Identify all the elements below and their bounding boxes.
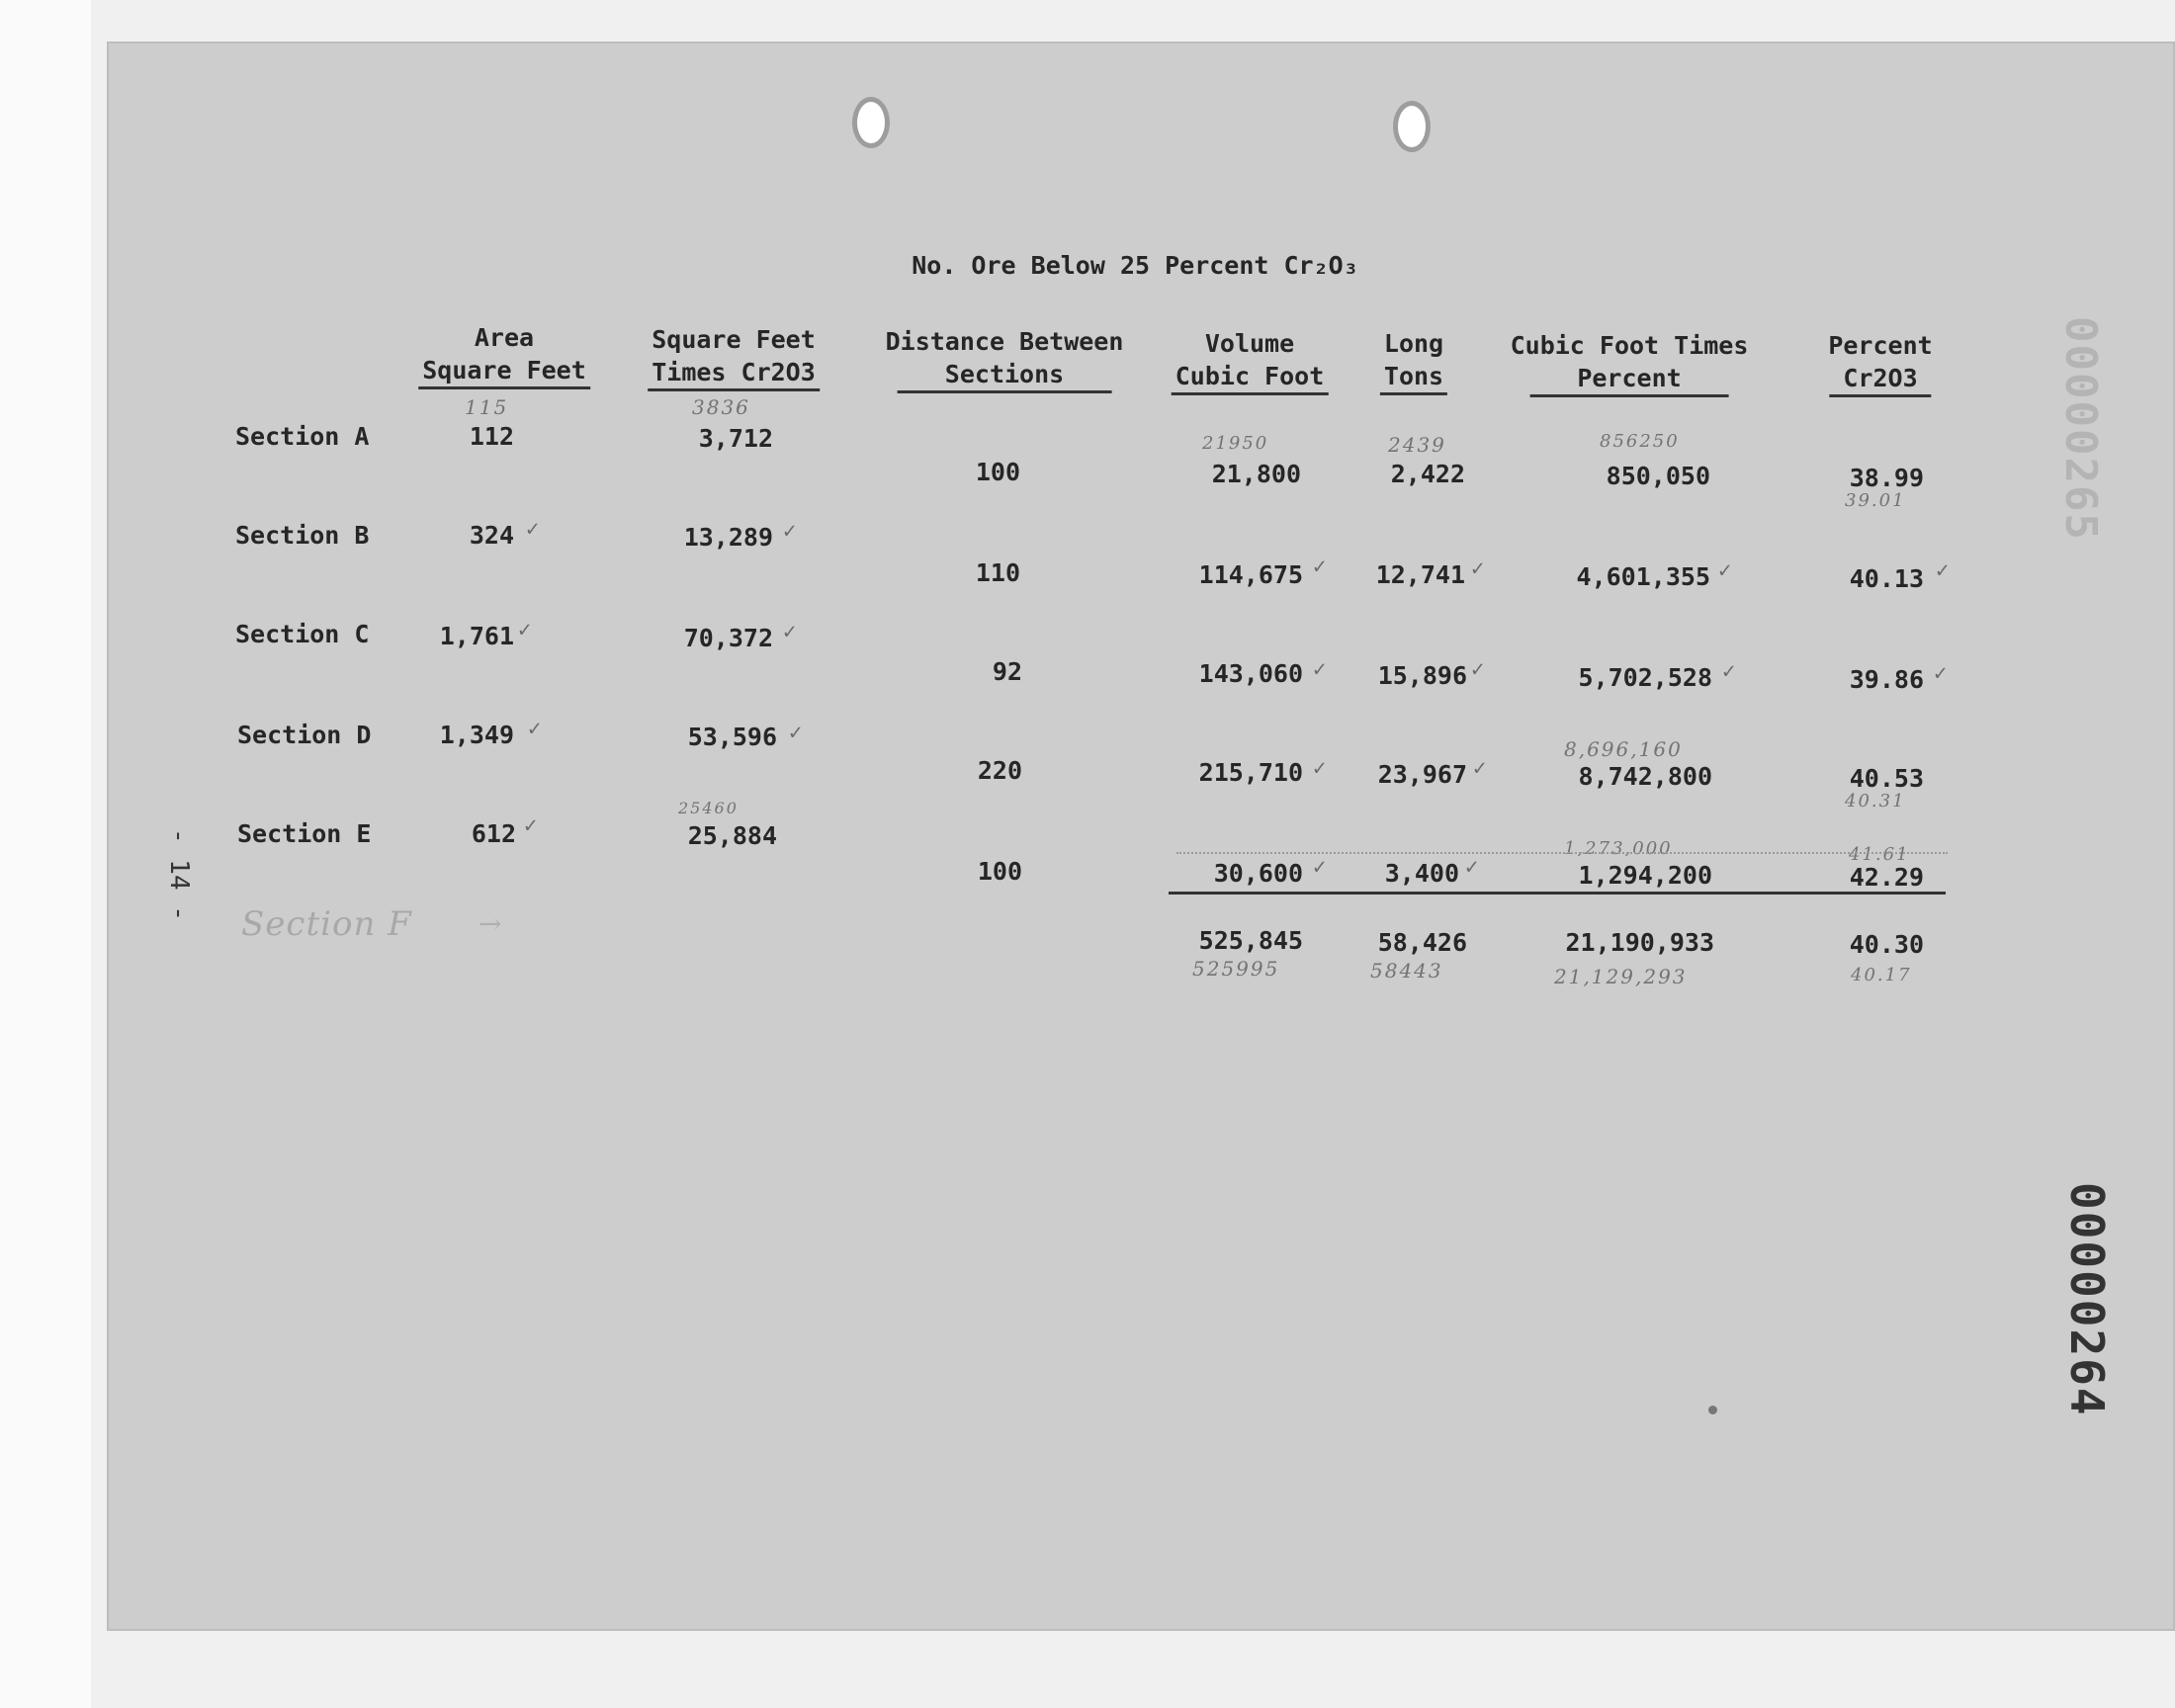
area-value: 324: [469, 521, 514, 550]
handwritten-correction: 525995: [1192, 957, 1280, 981]
check-mark: ✓: [789, 721, 803, 745]
page-title: No. Ore Below 25 Percent Cr₂O₃: [912, 251, 1358, 280]
area-value: 1,761: [439, 622, 514, 650]
area-value: 612: [471, 819, 516, 848]
check-mark: ✓: [1934, 661, 1948, 686]
handwritten-correction: 25460: [678, 799, 739, 817]
handwritten-correction: 41.61: [1849, 844, 1910, 865]
check-mark: ✓: [1313, 657, 1327, 682]
percent-value: 40.53: [1849, 764, 1924, 793]
cuft-value: 4,601,355: [1576, 562, 1710, 591]
area-value: 112: [469, 422, 514, 451]
check-mark: ✓: [1936, 558, 1950, 583]
tons-value: 12,741: [1375, 560, 1465, 589]
handwritten-correction: 58443: [1370, 959, 1443, 982]
distance-value: 100: [977, 857, 1022, 886]
tons-value: 15,896: [1377, 661, 1467, 690]
cuft-value: 850,050: [1606, 462, 1710, 490]
percent-value: 38.99: [1849, 464, 1924, 492]
check-mark: ✓: [1718, 558, 1732, 583]
distance-value: 92: [992, 657, 1022, 686]
handwritten-correction: 39.01: [1845, 490, 1906, 511]
faint-stamp-number: 00000265: [2055, 316, 2106, 542]
area-value: 1,349: [439, 721, 514, 749]
speck: [1708, 1406, 1717, 1414]
volume-value: 215,710: [1198, 758, 1303, 787]
section-label: Section C: [235, 620, 370, 648]
page-number: - 14 -: [164, 828, 194, 921]
header-area: Area Square Feet: [418, 321, 590, 389]
volume-value: 143,060: [1198, 659, 1303, 688]
handwritten-correction: 40.17: [1851, 965, 1912, 985]
totals-rule: [1169, 892, 1946, 895]
distance-value: 100: [975, 458, 1020, 486]
sqft-value: 70,372: [683, 624, 773, 652]
check-mark: ✓: [518, 618, 532, 642]
section-label: Section E: [237, 819, 372, 848]
check-mark: ✓: [1465, 855, 1479, 880]
header-tons: Long Tons: [1380, 327, 1447, 395]
handwritten-correction: 40.31: [1845, 791, 1906, 811]
volume-value: 30,600: [1213, 859, 1303, 888]
cuft-value: 1,294,200: [1578, 861, 1712, 890]
header-sqft-cr: Square Feet Times Cr2O3: [648, 323, 820, 391]
check-mark: ✓: [1313, 756, 1327, 781]
handwritten-arrow: →: [478, 907, 504, 940]
handwritten-correction: 8,696,160: [1564, 737, 1683, 761]
total-percent: 40.30: [1849, 930, 1924, 959]
handwritten-correction: 21950: [1202, 433, 1269, 454]
volume-value: 114,675: [1198, 560, 1303, 589]
document-page: [107, 42, 2175, 1631]
check-mark: ✓: [1471, 657, 1485, 682]
check-mark: ✓: [526, 517, 540, 542]
section-label: Section A: [235, 422, 370, 451]
cuft-value: 5,702,528: [1578, 663, 1712, 692]
percent-value: 40.13: [1849, 564, 1924, 593]
header-distance: Distance Between Sections: [886, 325, 1124, 393]
distance-value: 110: [975, 558, 1020, 587]
percent-value: 39.86: [1849, 665, 1924, 694]
handwritten-correction: 3836: [692, 395, 750, 419]
check-mark: ✓: [528, 717, 542, 741]
punch-hole: [852, 97, 890, 148]
check-mark: ✓: [783, 519, 797, 544]
section-label: Section B: [235, 521, 370, 550]
tons-value: 3,400: [1384, 859, 1459, 888]
percent-value: 42.29: [1849, 863, 1924, 892]
tons-value: 23,967: [1377, 760, 1467, 789]
check-mark: ✓: [524, 813, 538, 838]
sqft-value: 25,884: [687, 821, 777, 850]
punch-hole: [1393, 101, 1431, 152]
handwritten-correction: 2439: [1388, 433, 1446, 457]
total-cuft: 21,190,933: [1565, 928, 1714, 957]
handwritten-correction: 1,273,000: [1564, 838, 1673, 859]
scanner-margin: [0, 0, 91, 1708]
check-mark: ✓: [1722, 659, 1736, 684]
stamp-number: 00000264: [2060, 1182, 2114, 1417]
handwritten-correction: 115: [465, 395, 509, 419]
header-percent: Percent Cr2O3: [1828, 329, 1932, 397]
cuft-value: 8,742,800: [1578, 762, 1712, 791]
header-volume: Volume Cubic Foot: [1172, 327, 1329, 395]
handwritten-section-f: Section F: [241, 904, 412, 944]
check-mark: ✓: [1313, 855, 1327, 880]
section-label: Section D: [237, 721, 372, 749]
check-mark: ✓: [1473, 756, 1487, 781]
volume-value: 21,800: [1211, 460, 1301, 488]
check-mark: ✓: [783, 620, 797, 644]
total-tons: 58,426: [1377, 928, 1467, 957]
tons-value: 2,422: [1390, 460, 1465, 488]
handwritten-correction: 21,129,293: [1554, 965, 1688, 988]
check-mark: ✓: [1471, 556, 1485, 581]
sqft-value: 13,289: [683, 523, 773, 552]
check-mark: ✓: [1313, 555, 1327, 579]
distance-value: 220: [977, 756, 1022, 785]
dotted-guide: [1176, 852, 1948, 854]
total-volume: 525,845: [1198, 926, 1303, 955]
handwritten-correction: 856250: [1600, 431, 1680, 452]
header-cuft-pct: Cubic Foot Times Percent: [1511, 329, 1749, 397]
sqft-value: 3,712: [698, 424, 773, 453]
sqft-value: 53,596: [687, 723, 777, 751]
